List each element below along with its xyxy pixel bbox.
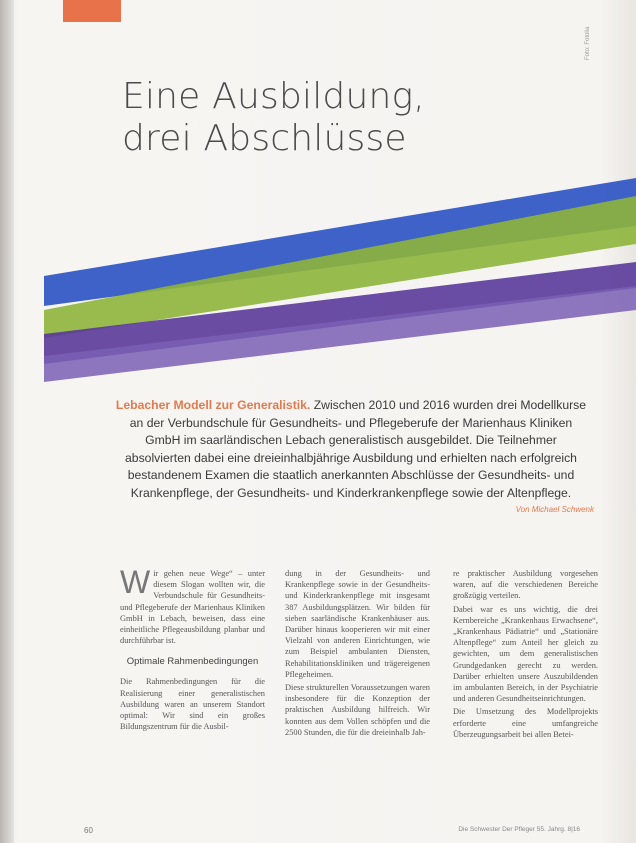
col1-paragraph-1: ir gehen neue Wege“ – unter diesem Slogan wollten wir, die Verbundschule für Gesundheits- und Pflegeberufe der Marienhaus Kliniken GmbH in Lebach, beweisen, dass eine einheitliche Pflegeausbildung planbar und durchführbar ist. [120, 569, 265, 646]
lead-text: Zwischen 2010 und 2016 wurden drei Modellkurse an der Verbundschule für Gesundheits- und Pflegeberufe der Marienhaus Kliniken GmbH im saarländischen Lebach generalistisch ausgebildet. Die Teilnehmer absolvierten dabei eine dreieinhalbjährige Ausbildung und erhielten nach erfolgreich bestandenem Examen die staatlich anerkannten Abschlüsse der Gesundheits- und Krankenpflege, der Gesundheits- und Kinderkrankenpflege sowie der Altenpflege. [125, 398, 587, 500]
col3-paragraph-3: Die Umsetzung des Modellprojekts erforderte eine umfangreiche Überzeugungsarbeit bei allen Betei- [453, 707, 598, 739]
lead-paragraph [112, 397, 590, 503]
blue-stripe [44, 178, 636, 306]
col1-paragraph-2: Die Rahmenbedingungen für die Realisierung einer generalistischen Ausbildung waren an unserem Standort optimal: Wir sind ein großes Bildungszentrum für die Ausbil- [120, 677, 265, 732]
body-column-1 [120, 564, 265, 734]
page-number: 60 [84, 826, 93, 835]
section-color-tab [63, 0, 121, 22]
green-stripe [44, 196, 636, 338]
publication-footer: Die Schwester Der Pfleger 55. Jahrg. 8|16 [458, 826, 580, 833]
article-body [120, 564, 600, 816]
page-spine-shadow [0, 0, 14, 843]
col3-paragraph-1: re praktischer Ausbildung vorgesehen waren, auf die verschiedenen Bereiche großzügig verteilen. [453, 569, 598, 601]
article-title [122, 76, 425, 160]
title-line-2: drei Abschlüsse [122, 118, 407, 159]
col2-paragraph-1: dung in der Gesundheits- und Krankenpflege sowie in der Gesundheits- und Kinderkrankenpflege mit insgesamt 387 Ausbildungsplätzen. Wir bilden für sieben saarländische Krankenhäuser aus. Darüber hinaus kooperieren wir mit einer Vielzahl von anderen Einrichtungen, wie zum Beispiel ambulanten Diensten, Rehabilitationskliniken und trägereigenen Pflegeheimen. [285, 569, 430, 679]
author-byline: Von Michael Schwenk [515, 505, 594, 514]
violet-stripe [44, 286, 636, 382]
drop-cap: W [120, 564, 151, 600]
photo-credit: Foto: Fotolia [585, 26, 591, 60]
title-line-1: Eine Ausbildung, [122, 76, 425, 117]
col3-paragraph-2: Dabei war es uns wichtig, die drei Kernbereiche „Krankenhaus Erwachsene“, „Krankenhaus Pädiatrie“ und „Stationäre Altenpflege“ zum Anteil her gleich zu gewichten, um dem generalistischen Grundgedanken gerecht zu werden. Darüber erhielten unsere Auszubildenden im ambulanten Bereich, in der Psychiatrie und anderen Gesundheitseinrichtungen. [453, 604, 598, 704]
section-subheading: Optimale Rahmenbedingungen [126, 656, 259, 668]
body-column-3 [453, 568, 598, 742]
purple-stripe [44, 262, 636, 364]
lead-kicker: Lebacher Modell zur Generalistik. [115, 398, 311, 412]
col2-paragraph-2: Diese strukturellen Voraussetzungen waren insbesondere für die Konzeption der praktischen Ausbildung hilfreich. Wir konnten aus dem Vollen schöpfen und die 2500 Stunden, die für die dreieinhalb Jah- [285, 683, 430, 737]
body-column-2 [285, 568, 430, 740]
